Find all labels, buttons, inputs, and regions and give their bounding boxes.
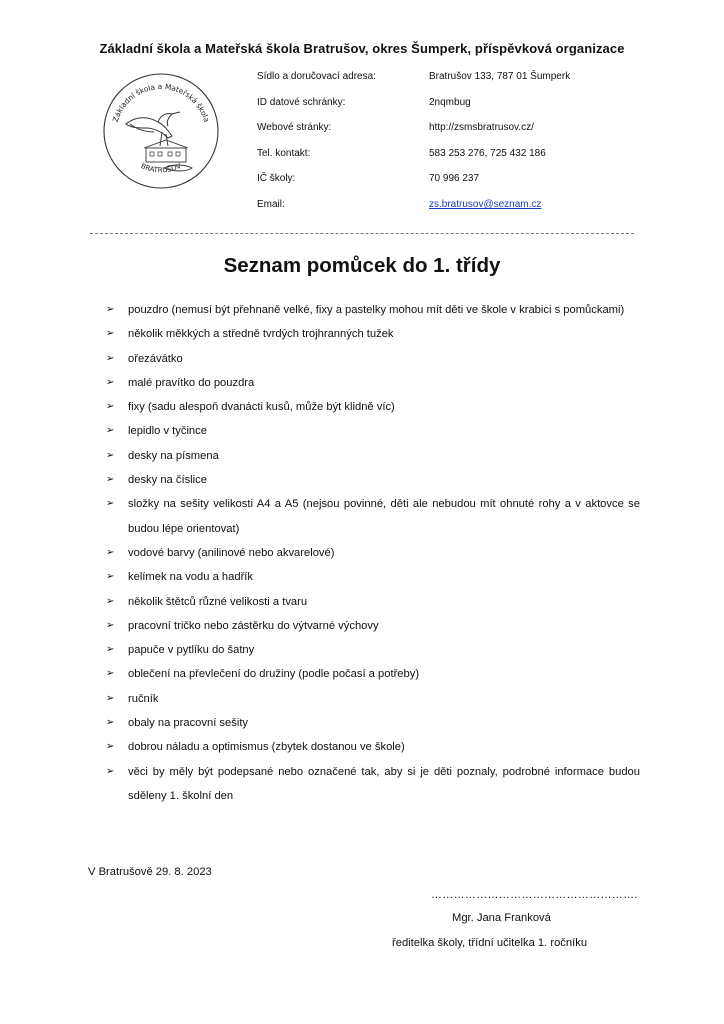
list-item-text: pouzdro (nemusí být přehnaně velké, fixy a pastelky mohou mít děti ve škole v krabici s pomůckami) (128, 304, 625, 316)
list-item-text: pracovní tričko nebo zástěrku do výtvarné výchovy (128, 619, 379, 632)
list-item-text: malé pravítko do pouzdra (128, 376, 255, 389)
arrow-bullet-icon: ➢ (106, 304, 115, 315)
list-item (104, 662, 640, 686)
stork-school-seal-icon (102, 72, 220, 190)
info-label: Sídlo a doručovací adresa: (257, 71, 376, 82)
arrow-bullet-icon: ➢ (106, 668, 115, 680)
list-item (104, 565, 640, 589)
email-link[interactable]: zs.bratrusov@seznam.cz (429, 198, 542, 210)
arrow-bullet-icon: ➢ (106, 449, 115, 461)
info-value: http://zsmsbratrusov.cz/ (429, 122, 534, 134)
list-item-text: lepidlo v tyčince (128, 425, 207, 438)
list-item-text: obaly na pracovní sešity (128, 717, 249, 730)
list-item-text: několik měkkých a středně tvrdých trojhranných tužek (128, 328, 394, 341)
list-item-text: ručník (128, 692, 159, 705)
info-label: Email: (257, 198, 285, 210)
list-item-text: kelímek na vodu a hadřík (128, 571, 253, 584)
arrow-bullet-icon: ➢ (106, 619, 115, 631)
list-item (104, 371, 640, 395)
list-item (104, 347, 640, 371)
date-line: V Bratrušově 29. 8. 2023 (88, 866, 212, 878)
arrow-bullet-icon: ➢ (106, 692, 115, 704)
svg-text:BRATRUŠOV (140, 162, 183, 175)
list-item-text: několik štětců různé velikosti a tvaru (128, 595, 308, 608)
signer-name: Mgr. Jana Franková (452, 912, 551, 924)
list-item (104, 638, 640, 662)
list-item-text: fixy (sadu alespoň dvanácti kusů, může být klidně víc) (128, 401, 395, 414)
list-item (104, 468, 640, 492)
logo-text-top: Základní škola a Mateřská škola (110, 81, 212, 124)
info-value: 2nqmbug (429, 96, 471, 108)
list-item (104, 711, 640, 735)
arrow-bullet-icon: ➢ (106, 352, 115, 364)
list-item (104, 760, 640, 809)
list-item-text: desky na písmena (128, 449, 219, 462)
arrow-bullet-icon: ➢ (106, 571, 115, 583)
arrow-bullet-icon: ➢ (106, 376, 115, 388)
arrow-bullet-icon: ➢ (106, 498, 115, 510)
list-item (104, 395, 640, 419)
list-item (104, 298, 640, 322)
arrow-bullet-icon: ➢ (106, 765, 115, 777)
list-item-text: složky na sešity velikosti A4 a A5 (nejsou povinné, děti ale nebudou mít ohnuté rohy a v aktovce se budou lépe orientovat) (128, 498, 640, 535)
info-label: ID datové schránky: (257, 96, 346, 108)
school-name: Základní škola a Mateřská škola Bratrušov, okres Šumperk, příspěvková organizace (99, 41, 625, 56)
list-item-text: papuče v pytlíku do šatny (128, 644, 255, 657)
info-label: IČ školy: (257, 173, 296, 185)
arrow-bullet-icon: ➢ (106, 741, 115, 753)
supplies-list (104, 298, 640, 808)
list-item (104, 419, 640, 443)
list-item (104, 687, 640, 711)
list-item-text: oblečení na převlečení do družiny (podle počasí a potřeby) (128, 668, 420, 681)
list-item (104, 614, 640, 638)
list-item-text: ořezávátko (128, 352, 183, 365)
header-divider (90, 233, 634, 234)
list-item-text: věci by měly být podepsané nebo označené tak, aby si je děti poznaly, podrobné informace budou sděleny 1. školní den (128, 765, 640, 802)
arrow-bullet-icon: ➢ (106, 425, 115, 437)
list-item (104, 541, 640, 565)
arrow-bullet-icon: ➢ (106, 595, 115, 607)
arrow-bullet-icon: ➢ (106, 644, 115, 656)
list-item (104, 444, 640, 468)
list-item (104, 590, 640, 614)
logo-text-bottom: BRATRUŠOV (139, 161, 183, 175)
arrow-bullet-icon: ➢ (106, 401, 115, 413)
info-value: 70 996 237 (429, 173, 480, 185)
list-item-text: desky na číslice (128, 474, 207, 487)
info-label: Tel. kontakt: (257, 147, 311, 159)
arrow-bullet-icon: ➢ (106, 717, 115, 729)
page-title: Seznam pomůcek do 1. třídy (223, 254, 501, 277)
arrow-bullet-icon: ➢ (106, 328, 115, 340)
list-item (104, 322, 640, 346)
list-item (104, 735, 640, 759)
list-item-text: dobrou náladu a optimismus (zbytek dostanou ve škole) (128, 741, 405, 754)
signature-line: ………………………………………………. (431, 889, 638, 901)
info-value: 583 253 276, 725 432 186 (429, 147, 546, 159)
arrow-bullet-icon: ➢ (106, 546, 115, 558)
signer-role: ředitelka školy, třídní učitelka 1. ročníku (392, 937, 588, 949)
arrow-bullet-icon: ➢ (106, 474, 115, 486)
info-label: Webové stránky: (257, 122, 332, 134)
info-value: Bratrušov 133, 787 01 Šumperk (429, 71, 571, 82)
list-item-text: vodové barvy (anilinové nebo akvarelové) (128, 546, 335, 559)
list-item (104, 492, 640, 541)
